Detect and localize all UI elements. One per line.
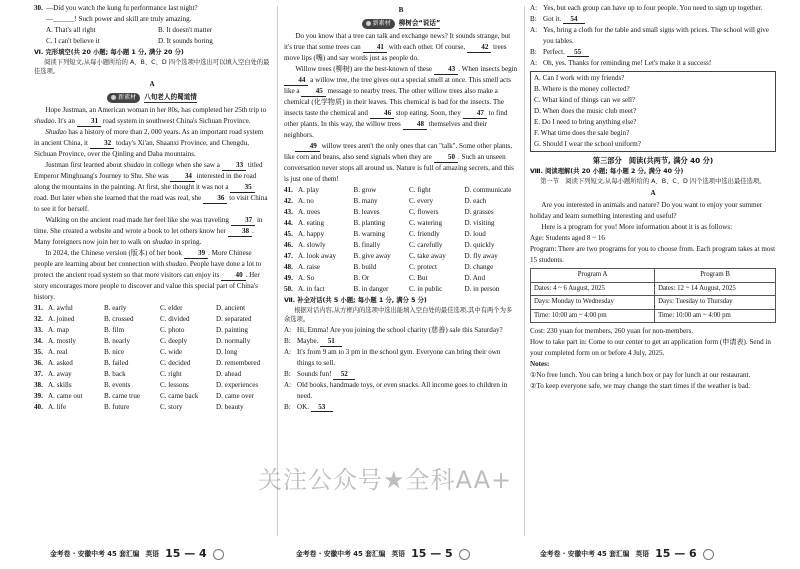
answer-option: A. asked [48,359,73,368]
dialogue-text: It's from 9 am to 3 pm in the school gym. Everyone can bring their own things to sell. [297,348,501,368]
note-item: ②To keep everyone safe, we may change the start times if the weather is bad. [530,382,751,391]
answer-option: C. take away [409,251,446,260]
table-cell: Time: 10:00 am ~ 4:00 pm [655,309,776,323]
answer-option: C. But [409,273,428,282]
footer-series: 金考卷 · 安徽中考 45 套汇编 [296,549,386,558]
new-material-badge [362,19,395,29]
table-header: Program A [531,269,655,283]
dialogue-blank: 53 [311,403,333,413]
table-row [531,282,776,296]
dialogue-line [284,402,518,413]
option: D. It sounds boring [158,36,213,45]
box-option: E. Do I need to bring anything else? [534,117,637,126]
footer-subject: 英语 [391,549,406,558]
topic-title: 八旬老人的蜀道情 [144,92,197,103]
box-option: G. Should I wear the school uniform? [534,139,641,148]
speaker: B: [284,337,291,346]
table-cell: Time: 10:00 am ~ 4:00 pm [531,309,655,323]
column-left [34,3,270,539]
answer-option: C. carefully [409,240,443,249]
badge-label: 新素材 [372,19,391,27]
seal-icon [459,549,470,560]
option: A. That's all right [46,25,96,34]
question-number: 39. [34,391,43,400]
question-number: 37. [34,370,43,379]
answer-option: C. lessons [160,381,189,389]
dialogue-line [530,25,776,47]
answer-option: B. finally [353,240,381,249]
table-cell: Dates: 4 ~ 6 August, 2025 [531,282,655,296]
speaker: B: [284,402,291,411]
cloze-blank: 37 [231,216,255,226]
answer-option: B. planting [353,218,386,227]
answer-option: D. ancient [216,304,246,313]
option: B. It doesn't matter [158,25,213,34]
cloze-blank: 48 [403,120,427,130]
question-number: 34. [34,337,43,346]
answer-option: B. give away [353,251,391,260]
watermark-text: 关注公众号★全科AA+ [258,466,513,494]
dialogue-blank: 52 [333,370,355,380]
section-title: Ⅶ. 补全对话(共 5 小题; 每小题 1 分, 满分 5 分) [284,296,427,304]
answer-option: D. fly away [464,251,498,260]
dialogue-text: Hi, Emma! Are you joining the school charity (慈善) sale this Saturday? [297,326,503,335]
dialogue-text: Got it. 54 [543,14,585,25]
cloze-blank: 49 [295,142,319,152]
cloze-blank: 32 [90,139,114,149]
answer-option: A. eating [298,218,325,227]
options-row [34,36,270,47]
footer-page-number: 15 — 6 [655,547,697,561]
speaker: A: [530,4,538,12]
topic-tag [34,92,270,103]
answer-option: D. communicate [464,185,512,194]
paragraph: In 2024, the Chinese version (版本) of her book 39 . More Chinese people are learning about her connection with shudao. People have done a lot to protect the ancient road system so that more visitors can enjoy its 40 . Her story encourages more people to discover and value this special part of China's history. [34,249,262,302]
answer-option: B. in danger [353,284,389,293]
answer-option: C. every [409,196,434,205]
footer-page-number: 15 — 5 [411,547,453,561]
paragraph: Are you interested in animals and nature? Do you want to enjoy your summer holiday and learn something interesting and useful? [530,201,763,221]
answer-option: A. look away [298,251,337,260]
answer-option: A. joined [48,315,75,324]
cloze-blank: 42 [467,43,491,53]
dialogue-text: Old books, handmade toys, or even snacks. All income goes to children in need. [297,381,508,400]
question-number: 38. [34,381,43,389]
cloze-passage [284,31,518,185]
question-number: 31. [34,304,43,313]
question-text: —Did you watch the kung fu performance last night? [46,4,198,12]
answer-option: D. visiting [464,218,495,227]
box-option: B. Where is the money collected? [534,84,630,93]
answer-option: C. deeply [160,337,188,346]
question-number: 42. [284,196,293,205]
dialogue-text: Yes, bring a cloth for the table and small signs with prices. The school will give you tables. [543,25,769,45]
paragraph: Shudao has a history of more than 2, 000 years. As an important road system in ancient China, it 32 today's Xi'an, Shaanxi Province, and Chengdu, Sichuan Province, over the Qinling and Daba mountains. [34,128,264,159]
cloze-passage [34,105,270,303]
question-number: 40. [34,402,43,411]
speaker: A: [284,381,292,389]
speaker: B: [530,47,537,56]
dialogue-line [530,58,776,69]
question-number: 32. [34,315,43,324]
footer-subject: 英语 [635,549,650,558]
answer-option: B. nearly [104,337,131,346]
question-number: 35. [34,348,43,357]
italic-term: Shudao [45,128,67,137]
answer-option: D. painting [216,326,248,335]
answer-option: D. separated [216,315,252,324]
answer-option: A. raise [298,262,321,271]
badge-icon [366,21,371,26]
cloze-blank: 44 [284,76,308,86]
dialogue-text: Yes, but each group can have up to four people. You need to sign up together. [543,4,763,12]
dialogue-line [284,347,518,369]
paragraph: Willow trees (柳树) are the best-known of these 43 . When insects begin 44 a willow tree, the tree gives out a special smell at once. This smell acts like a 45 message to nearby trees. The other willow trees also make a chemical (化学物质) in their leaves. This chemical is bad for the insects. The insects taste the chemical and 46 stop eating. Soon, they 47 to find other plants. In this way, the willow trees 48 themselves and their neighbors. [284,65,518,140]
answer-option: C. protect [409,262,437,271]
answer-option: B. warning [353,229,386,238]
dialogue [284,325,518,413]
answer-option: B. build [353,262,377,271]
question-number: 41. [284,185,293,194]
dialogue-line [284,369,518,380]
cloze-blank: 36 [203,194,227,204]
dialogue-blank: 51 [320,337,342,347]
answer-option: A. no [298,196,314,205]
part-label: A [149,80,155,89]
dialogue-text: Maybe. 51 [297,336,342,347]
speaker: B: [284,370,291,379]
italic-term: shudao [152,238,173,247]
answer-option: C. wide [160,348,183,357]
answer-option: C. right [160,370,182,379]
cloze-blank: 43 [434,65,458,75]
dialogue-line [284,380,518,402]
badge-label: 新素材 [118,93,137,101]
cloze-blank: 45 [301,87,325,97]
answer-option: A. came out [48,391,83,400]
answer-option: B. early [104,304,127,313]
answer-option: D. long [216,348,238,357]
answer-option: B. came true [104,391,141,400]
dialogue-line [530,3,776,14]
page-footer [296,544,470,564]
answer-option: B. crossed [104,315,134,324]
question-number: 45. [284,229,293,238]
question-30 [34,3,270,14]
paragraph: Justman first learned about shudao in college when she saw a 33 titled Emperor Minghuang's Journey to Shu. She was 34 interested in the road along the mountains in the painting. At first, she thought it was not a 35 road. But later when she learned that the road was real, she 36 to visit China to see it for herself. [34,161,268,214]
paragraph: Walking on the ancient road made her feel like she was traveling 37 in time. She created a website and wrote a book to let others know her 38 . Many foreigners now join her to walk on shudao in spring. [34,216,263,247]
dialogue-line [530,14,776,25]
option: C. I can't believe it [46,36,100,45]
dialogue [530,3,776,69]
dialogue-blank: 54 [563,15,585,25]
cloze-blank: 46 [370,109,394,119]
answer-option: B. back [104,370,126,379]
question-number: 30. [34,4,43,12]
cloze-blank: 35 [230,183,254,193]
answer-option: C. watering [409,218,443,227]
column-divider [277,6,278,536]
answer-option: D. normally [216,337,251,346]
dialogue-blank: 55 [567,48,589,58]
paragraph: Cost: 230 yuan for members, 260 yuan for non-members. [530,327,694,336]
answer-option: A. mostly [48,337,76,346]
question-number: 44. [284,218,293,227]
answer-option: D. quickly [464,240,495,249]
cloze-blank: 31 [77,117,101,127]
dialogue-line [284,336,518,347]
footer-page-number: 15 — 4 [165,547,207,561]
answer-option: D. beauty [216,402,244,411]
answer-option: D. change [464,262,494,271]
cloze-blank: 40 [221,271,245,281]
answer-option: D. experiences [216,381,259,389]
box-option: F. What time does the sale begin? [534,128,630,137]
paragraph: Here is a program for you! More information about it is as follows: [541,223,733,232]
cloze-blank: 33 [222,161,246,171]
answer-option: B. many [353,196,378,205]
answer-option: A. life [48,402,67,411]
answer-option: B. nice [104,348,125,357]
dialogue-text: Sounds fun! 52 [297,369,355,380]
table-cell: Dates: 12 ~ 14 August, 2025 [655,282,776,296]
footer-subject: 英语 [145,549,160,558]
table-cell: Days: Tuesday to Thursday [655,296,776,310]
topic-title: 柳树会“说话” [399,18,441,29]
answer-options [284,185,518,295]
cloze-blank: 50 [434,153,458,163]
answer-option: D. came over [216,391,255,400]
answer-option: D. grasses [464,207,494,216]
paragraph: Hope Justman, an American woman in her 80s, has completed her 25th trip to shudao. It's an 31 road system in southwest China's Sichuan Province. [34,106,267,126]
table-header: Program B [655,269,776,283]
answer-option: D. And [464,273,485,282]
answer-option: B. failed [104,359,129,368]
dialogue-line [530,47,776,58]
answer-option: C. divided [160,315,190,324]
question-number: 47. [284,251,293,260]
answer-option: B. grow [353,185,377,194]
footer-series: 金考卷 · 安徽中考 45 套汇编 [50,549,140,558]
answer-options [34,303,270,413]
cloze-blank: 34 [170,172,194,182]
section-title: Ⅵ. 完形填空(共 20 小题; 每小题 1 分, 满分 20 分) [34,48,184,56]
answer-option: A. slowly [298,240,326,249]
paragraph: Do you know that a tree can talk and exchange news? It sounds strange, but it's true that some trees can 41 with each other. Of course, 42 trees move lips (嘴) and say words just as people do. [284,32,511,63]
answer-option: B. future [104,402,130,411]
table-row [531,309,776,323]
table-header-row [531,269,776,283]
question-number: 43. [284,207,293,216]
note-item: ①No free lunch. You can bring a lunch box or pay for lunch at our restaurant. [530,371,751,380]
part-label: A [650,189,656,198]
answer-option: D. in person [464,284,500,293]
speaker: B: [530,14,537,23]
answer-option: A. play [298,185,319,194]
answer-option: A. So [298,273,315,282]
topic-tag [284,18,518,29]
italic-term: shudao [123,161,145,170]
answer-option: B. events [104,381,131,389]
section-instruction: 根据对话内容,从方框内的选项中选出能填入空白处的最佳选项,其中有两个为多余选项。 [284,306,513,324]
cloze-blank: 47 [463,109,487,119]
italic-term: shudao [165,260,187,269]
answer-option: A. awful [48,304,73,313]
box-option: C. What kind of things can we sell? [534,95,636,104]
question-number: 49. [284,273,293,282]
column-divider [524,6,525,536]
answer-option: C. story [160,402,183,411]
dialogue-line [284,325,518,336]
answer-option: A. in fact [298,284,325,293]
italic-term: shudao [34,117,55,126]
options-row [34,25,270,36]
answer-option: D. ahead [216,370,242,379]
question-reply: —______! Such power and skill are truly amazing. [46,14,192,23]
footer-series: 金考卷 · 安徽中考 45 套汇编 [540,549,630,558]
column-middle [284,3,518,539]
paragraph: 49 willow trees aren't the only ones that can "talk". Some other plants, like corn and beans, also send signals when they are 50 . Such an unseen conversation never stops all around us. Nature is full of amazing secrets, and this is just one of them! [284,142,514,183]
answer-option: A. real [48,348,68,357]
page-footer [50,544,224,564]
options-box [530,71,776,152]
seal-icon [703,549,714,560]
box-option: D. When does the music club meet? [534,106,637,115]
answer-option: C. decided [160,359,191,368]
answer-option: D. loud [464,229,486,238]
dialogue-text: Oh, yes. Thanks for reminding me! Let's make it a success! [543,58,712,67]
answer-option: B. film [104,326,125,335]
table-cell: Days: Monday to Wednesday [531,296,655,310]
question-number: 33. [34,326,43,335]
answer-option: A. trees [298,207,321,216]
page-footer [540,544,714,564]
speaker: A: [284,326,292,335]
answer-option: C. flowers [409,207,439,216]
answer-option: A. happy [298,229,325,238]
column-right [530,3,776,539]
answer-option: C. fight [409,185,431,194]
answer-option: D. each [464,196,487,205]
box-option: A. Can I work with my friends? [534,73,625,82]
answer-option: A. skills [48,381,72,389]
question-number: 48. [284,262,293,271]
notes-label: Notes: [530,360,550,369]
answer-option: B. Or [353,273,370,282]
answer-option: C. in public [409,284,443,293]
dialogue-text: OK. 53 [297,402,333,413]
speaker: A: [530,58,538,67]
badge-icon [111,95,116,100]
answer-option: C. photo [160,326,185,335]
answer-option: C. came back [160,391,199,400]
answer-option: A. away [48,370,72,379]
paragraph: Program: There are two programs for you to choose from. Each program takes at most 15 students. [530,245,776,265]
part-title: 第三部分 阅读(共两节, 满分 40 分) [592,155,714,165]
new-material-badge [107,93,140,103]
seal-icon [213,549,224,560]
speaker: A: [530,25,538,34]
question-number: 36. [34,359,43,368]
part-label: B [398,6,404,14]
dialogue-text: Perfect. 55 [543,47,589,58]
program-table [530,268,776,323]
question-number: 46. [284,240,293,249]
answer-option: C. elder [160,304,183,313]
answer-option: B. leaves [353,207,380,216]
question-number: 50. [284,284,293,293]
speaker: A: [284,348,292,357]
cloze-blank: 41 [363,43,387,53]
answer-option: C. friendly [409,229,440,238]
table-row [531,296,776,310]
answer-option: D. remembered [216,359,261,368]
cloze-blank: 38 [228,227,252,237]
section-instruction: 第一节 阅读下列短文,从每小题所给的 A、B、C、D 四个选项中选出最佳选项。 [540,177,766,185]
section-instruction: 阅读下列短文,从每小题所给的 A、B、C、D 四个选项中选出可以填入空白处的最佳选项。 [34,58,270,76]
paragraph: How to take part in: Come to our center to get an application form (申请表). Send in your completed form on or before 4 July, 2025. [530,338,771,358]
cloze-blank: 39 [184,249,208,259]
answer-option: A. map [48,326,69,335]
paragraph: Age: Students aged 8 ~ 16 [530,234,605,243]
section-title: Ⅷ. 阅读理解(共 20 小题; 每小题 2 分, 满分 40 分) [530,167,684,175]
